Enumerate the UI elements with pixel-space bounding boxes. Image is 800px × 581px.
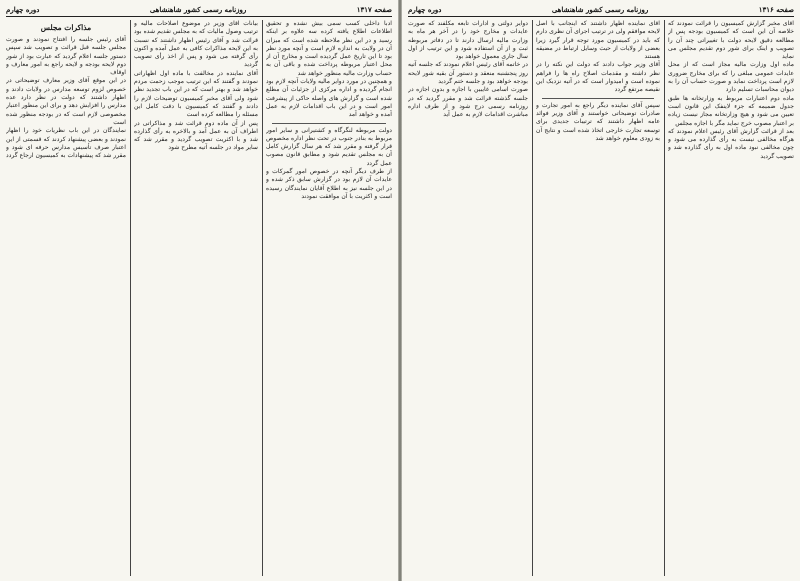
left-page-title: روزنامه رسمی کشور شاهنشاهی [149,4,247,14]
right-page-issue: دوره چهارم [408,4,442,14]
divider [542,98,654,99]
paragraph: ادبا داخلی کسب سمی بیش نشده و تحقیق اطلاعات اطلاع یافته کرده سه علاوه بر اینکه رسید و در این نظر ملاحظه شده است که میزان آن در ولایت به اندازه لازم است و آنچه مورد نظر بود تا این تاریخ عمل گردیده است و مخارج آن از محل اعتبار مربوطه پرداخت شده و باقی آن به حساب وزارت مالیه منظور خواهد شد [266,20,392,77]
paragraph: ماده اول وزارت مالیه مجاز است که از محل عایدات عمومی مبلغی را که برای مخارج ضروری لازم است پرداخت نماید و صورت حساب آن را به دیوان محاسبات تسلیم دارد [668,61,794,94]
right-page-title: روزنامه رسمی کشور شاهنشاهی [551,4,649,14]
paragraph: و همچنین در مورد دوایر مالیه ولایات آنچه لازم بود انجام گردیده و اداره مرکزی از جزئیات آن مطلع شده است و گزارش های واصله حاکی از پیشرفت امور است و در این باب اقدامات لازم به عمل آمده و خواهد آمد [266,78,392,119]
right-column-2 [536,20,660,576]
section-heading: مذاکرات مجلس [40,23,92,32]
left-column-2 [134,20,258,576]
paragraph: ماده دوم اعتبارات مربوط به وزارتخانه ها طبق جدول ضمیمه که جزء لاینفک این قانون است تعیین می شود و هیچ وزارتخانه مجاز نیست زیاده بر اعتبار مصوب خرج نماید مگر با اجازه مجلس [668,94,794,127]
paragraph: سپس آقای نماینده دیگر راجع به امور تجارت و صادرات توضیحاتی خواستند و آقای وزیر فوائد عامه اظهار داشتند که ترتیبات جدیدی برای توسعه تجارت خارجی اتخاذ شده است و نتایج آن به زودی معلوم خواهد شد [536,101,660,142]
column-rule [130,20,131,576]
right-column-1 [668,20,794,576]
right-column-3 [408,20,528,576]
paragraph: آقای وزیر جواب دادند که دولت این نکته را در نظر داشته و مقدمات اصلاح راه ها را فراهم نموده است و امیدوار است که در آتیه نزدیک این نقیصه مرتفع گردد [536,61,660,94]
paragraph: بیانات آقای وزیر در موضوع اصلاحات مالیه و ترتیب وصول مالیات که به مجلس تقدیم شده بود قرائت شد و آقای رئیس اظهار داشتند که نسبت به این لایحه مذاکرات کافی به عمل آمده و اکنون رأی گرفته می شود و پس از اخذ رأی تصویب گردید [134,20,258,69]
divider [272,123,386,124]
column-rule [664,20,665,576]
column-rule [532,20,533,576]
paragraph: در این موقع آقای وزیر معارف توضیحاتی در خصوص لزوم توسعه مدارس در ولایات دادند و اظهار داشتند که دولت در نظر دارد عده مدارس را افزایش دهد و برای این منظور اعتبار مخصوصی لازم است که در بودجه منظور شده است [6,77,126,126]
paragraph: دوایر دولتی و ادارات تابعه مکلفند که صورت عایدات و مخارج خود را در آخر هر ماه به وزارت مالیه ارسال دارند تا در دفاتر مربوطه ثبت و از آن استفاده شود و این ترتیب از اول سال جاری معمول خواهد بود [408,20,528,61]
column-rule [262,20,263,576]
left-column-3 [6,20,126,576]
left-page-issue: دوره چهارم [6,4,40,14]
left-page-header [6,3,392,15]
right-page-header [408,3,794,15]
paragraph: پس از آن ماده دوم قرائت شد و مذاکراتی در اطراف آن به عمل آمد و بالاخره به رأی گذارده شد و با اکثریت تصویب گردید و مقرر شد که سایر مواد در جلسه آتیه مطرح شود [134,119,258,152]
right-page [402,0,800,581]
right-header-rule [408,16,794,17]
paragraph: آقای رئیس جلسه را افتتاح نمودند و صورت مجلس جلسه قبل قرائت و تصویب شد سپس دستور جلسه اعلام گردید که عبارت بود از شور دوم لایحه بودجه و لایحه راجع به امور معارف و اوقاف [6,36,126,77]
left-header-rule [6,16,392,17]
paragraph: از طرف دیگر آنچه در خصوص امور گمرکات و عایدات آن لازم بود در گزارش سابق ذکر شده و در این جلسه نیز به اطلاع آقایان نمایندگان رسیده است و اکثریت با آن موافقت نمودند [266,168,392,200]
paragraph: آقای نماینده در مخالفت با ماده اول اظهاراتی نمودند و گفتند که این ترتیب موجب زحمت مردم خواهد شد و بهتر است که در این باب تجدید نظر شود ولی آقای مخبر کمیسیون توضیحات لازم را دادند و گفتند که کمیسیون با دقت کامل این مسئله را مطالعه کرده است [134,69,258,119]
paragraph: دولت مربوطه لنگرگاه و کشتیرانی و سایر امور مربوط به بنادر جنوب در تحت نظر اداره مخصوص قرار گرفته و مقرر شد که هر سال گزارش کامل آن به مجلس تقدیم شود و مطابق قانون مصوب عمل گردد [266,126,392,167]
left-page-number: صفحه ۱۳۱۷ [356,4,392,14]
paragraph: آقای نماینده اظهار داشتند که اینجانب با اصل لایحه موافقم ولی در ترتیب اجرای آن نظری دارم که باید در کمیسیون مورد توجه قرار گیرد زیرا بعضی از ولایات از حیث وسایل ارتباط در مضیقه هستند [536,20,660,61]
right-page-number: صفحه ۱۳۱۶ [758,4,794,14]
paragraph: نمایندگان در این باب نظریات خود را اظهار نمودند و بعضی پیشنهاد کردند که قسمتی از این اعتبار صرف تأسیس مدارس حرفه ای شود و مقرر شد که پیشنهادات به کمیسیون ارجاع گردد [6,127,126,160]
left-column-1 [266,20,392,576]
paragraph: آقای مخبر گزارش کمیسیون را قرائت نمودند که خلاصه آن این است که کمیسیون بودجه پس از مطالعه دقیق لایحه دولت با تغییراتی چند آن را تصویب و اینک برای شور دوم تقدیم مجلس می نماید [668,20,794,61]
left-page [0,0,398,581]
paragraph: بعد از قرائت گزارش آقای رئیس اعلام نمودند که هرگاه مخالفی نیست به رأی گذارده می شود و چون مخالفی نبود ماده اول به رأی گذارده شد و تصویب گردید [668,127,794,160]
paragraph: در خاتمه آقای رئیس اعلام نمودند که جلسه آتیه روز پنجشنبه منعقد و دستور آن بقیه شور لایحه بودجه خواهد بود و جلسه ختم گردید [408,61,528,86]
paragraph: صورت اسامی غایبین با اجازه و بدون اجازه در جلسه گذشته قرائت شد و مقرر گردید که در روزنامه رسمی درج شود و از طرف اداره مباشرت اقدامات لازم به عمل آید [408,86,528,119]
